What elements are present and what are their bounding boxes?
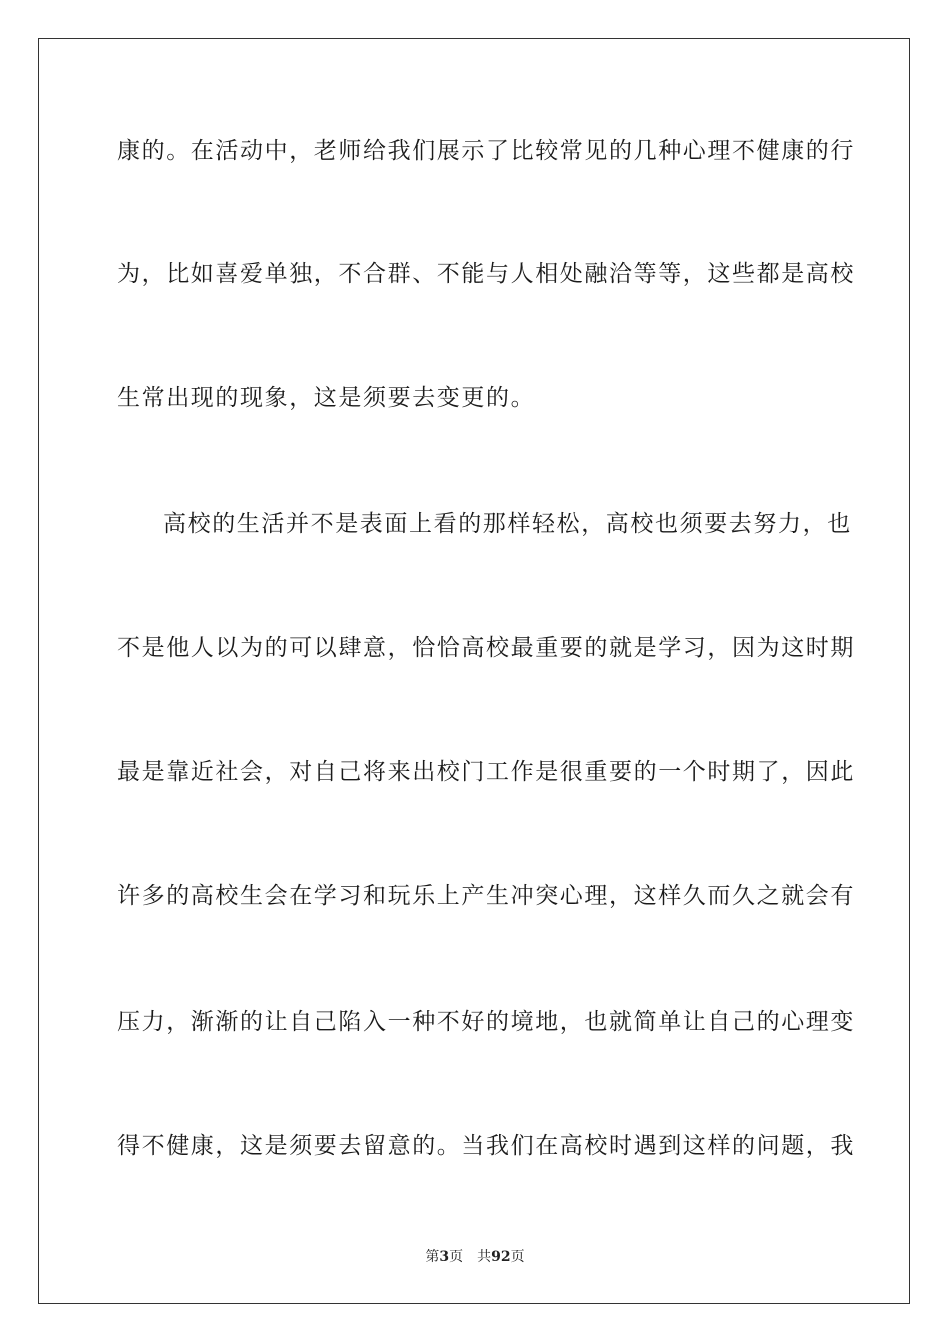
- total-prefix: 共: [477, 1249, 492, 1265]
- page-border: [38, 38, 910, 1304]
- body-text-line-1: 康的。在活动中，老师给我们展示了比较常见的几种心理不健康的行: [117, 138, 855, 164]
- page-number: 3: [439, 1249, 450, 1265]
- body-text-line-2: 为，比如喜爱单独，不合群、不能与人相处融洽等等，这些都是高校: [117, 261, 855, 287]
- page-footer: [0, 1248, 950, 1266]
- body-text-line-9: 得不健康，这是须要去留意的。当我们在高校时遇到这样的问题，我: [117, 1133, 855, 1159]
- body-text-line-7: 许多的高校生会在学习和玩乐上产生冲突心理，这样久而久之就会有: [117, 883, 855, 909]
- body-text-line-3: 生常出现的现象，这是须要去变更的。: [117, 385, 536, 411]
- body-text-line-4: 高校的生活并不是表面上看的那样轻松，高校也须要去努力，也: [163, 511, 852, 537]
- page-suffix: 页: [449, 1249, 464, 1265]
- body-text-line-6: 最是靠近社会，对自己将来出校门工作是很重要的一个时期了，因此: [117, 759, 855, 785]
- total-suffix: 页: [510, 1249, 525, 1265]
- body-text-line-5: 不是他人以为的可以肆意，恰恰高校最重要的就是学习，因为这时期: [117, 635, 855, 661]
- body-text-line-8: 压力，渐渐的让自己陷入一种不好的境地，也就简单让自己的心理变: [117, 1009, 855, 1035]
- total-pages: 92: [491, 1249, 511, 1265]
- page-prefix: 第: [425, 1249, 440, 1265]
